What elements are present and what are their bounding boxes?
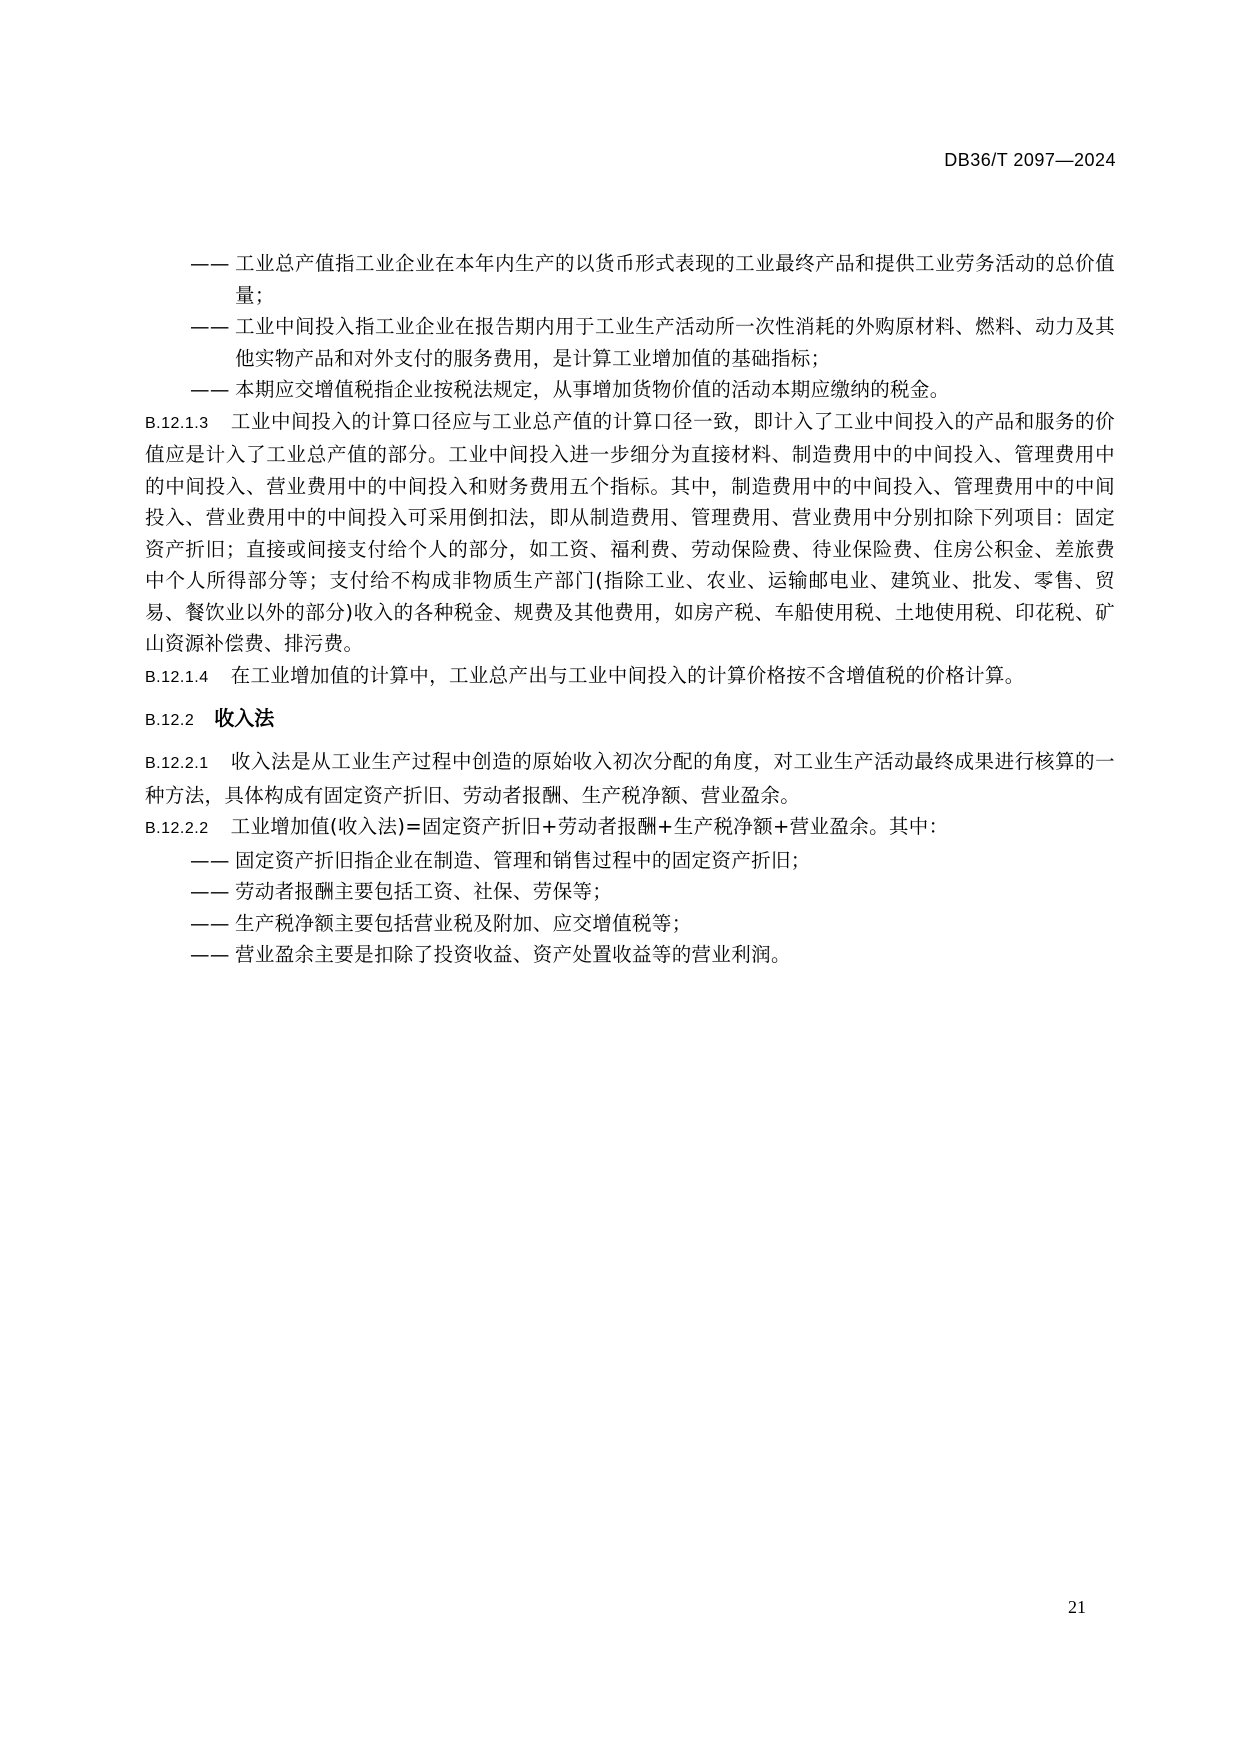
dash-item-intermediate-input — [145, 311, 1115, 374]
dash-mark: —— — [190, 252, 230, 275]
dash-item-text: 固定资产折旧指企业在制造、管理和销售过程中的固定资产折旧； — [235, 848, 811, 872]
page-number: 21 — [1068, 1597, 1086, 1617]
dash-item-vat — [145, 374, 1115, 406]
dash-item-text: 劳动者报酬主要包括工资、社保、劳保等； — [235, 880, 613, 903]
dash-mark: —— — [190, 911, 230, 935]
dash-mark: —— — [190, 378, 230, 401]
clause-text: 工业增加值(收入法)=固定资产折旧+劳动者报酬+生产税净额+营业盈余。其中： — [230, 815, 949, 838]
page-content — [145, 248, 1115, 971]
dash-item-operating-surplus — [145, 939, 1115, 971]
section-heading-b12-2 — [145, 703, 1115, 736]
dash-item-text: 生产税净额主要包括营业税及附加、应交增值税等； — [235, 911, 692, 935]
clause-number: B.12.1.3 — [145, 414, 209, 432]
dash-mark: —— — [190, 880, 230, 903]
section-title: 收入法 — [214, 706, 275, 730]
clause-b12-1-4 — [145, 660, 1115, 694]
dash-item-depreciation — [145, 845, 1115, 877]
dash-mark: —— — [190, 943, 230, 966]
dash-mark: —— — [190, 315, 230, 338]
dash-item-compensation — [145, 876, 1115, 908]
standard-code: DB36/T 2097—2024 — [944, 150, 1116, 170]
clause-number: B.12.2.1 — [145, 755, 209, 772]
clause-b12-2-1 — [145, 746, 1115, 811]
clause-number: B.12.2.2 — [145, 820, 209, 837]
dash-item-text: 工业总产值指工业企业在本年内生产的以货币形式表现的工业最终产品和提供工业劳务活动的总价值量； — [235, 252, 1115, 307]
clause-text: 收入法是从工业生产过程中创造的原始收入初次分配的角度，对工业生产活动最终成果进行核算的一种方法，具体构成有固定资产折旧、劳动者报酬、生产税净额、营业盈余。 — [145, 750, 1115, 807]
dash-item-text: 工业中间投入指工业企业在报告期内用于工业生产活动所一次性消耗的外购原材料、燃料、动力及其他实物产品和对外支付的服务费用，是计算工业增加值的基础指标； — [235, 315, 1115, 370]
dash-item-text: 营业盈余主要是扣除了投资收益、资产处置收益等的营业利润。 — [235, 943, 791, 966]
clause-text: 工业中间投入的计算口径应与工业总产值的计算口径一致，即计入了工业中间投入的产品和服务的价值应是计入了工业总产值的部分。工业中间投入进一步细分为直接材料、制造费用中的中间投入、管理费用中的中间投入、营业费用中的中间投入和财务费用五个指标。其中，制造费用中的中间投入、管理费用中的中间投入、营业费用中的中间投入可采用倒扣法，即从制造费用、管理费用、营业费用中分别扣除下列项目：固定资产折旧；直接或间接支付给个人的部分，如工资、福利费、劳动保险费、待业保险费、住房公积金、差旅费中个人所得部分等；支付给不构成非物质生产部门(指除工业、农业、运输邮电业、建筑业、批发、零售、贸易、餐饮业以外的部分)收入的各种税金、规费及其他费用，如房产税、车船使用税、土地使用税、印花税、矿山资源补偿费、排污费。 — [145, 409, 1115, 655]
dash-item-text: 本期应交增值税指企业按税法规定，从事增加货物价值的活动本期应缴纳的税金。 — [235, 378, 950, 401]
clause-text: 在工业增加值的计算中，工业总产出与工业中间投入的计算价格按不含增值税的价格计算。 — [230, 663, 1025, 687]
dash-item-gross-output — [145, 248, 1115, 311]
clause-b12-1-3 — [145, 406, 1115, 660]
clause-number: B.12.1.4 — [145, 668, 209, 686]
section-number: B.12.2 — [145, 712, 195, 729]
clause-b12-2-2 — [145, 811, 1115, 845]
dash-mark: —— — [190, 848, 230, 872]
dash-item-production-tax — [145, 908, 1115, 940]
